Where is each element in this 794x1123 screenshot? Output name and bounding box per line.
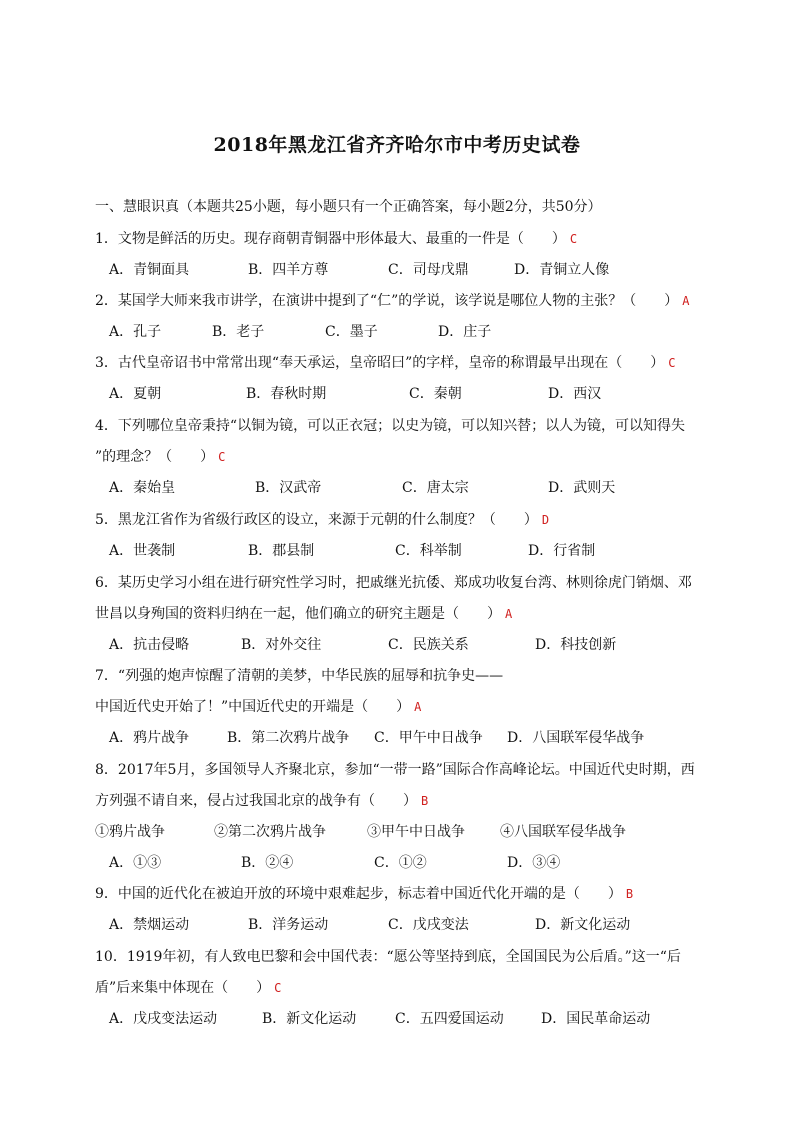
q9-option-b: B．洋务运动 xyxy=(248,917,329,933)
question-6-line-2: 世昌以身殉国的资料归纳在一起，他们确立的研究主题是（ ） A xyxy=(95,606,513,622)
q9-option-d: D．新文化运动 xyxy=(535,917,631,933)
q1-option-a: A．青铜面具 xyxy=(109,262,190,278)
question-7-line-2: 中国近代史开始了！”中国近代史的开端是（ ） A xyxy=(95,699,422,715)
question-7-line-1: 7．“列强的炮声惊醒了清朝的美梦，中华民族的屈辱和抗争史—— xyxy=(95,668,504,684)
q2-option-d: D．庄子 xyxy=(438,324,492,340)
question-5: 5．黑龙江省作为省级行政区的设立，来源于元朝的什么制度？（ ） D xyxy=(95,512,550,528)
q1-option-d: D．青铜立人像 xyxy=(514,262,610,278)
q8-item-4: ④八国联军侵华战争 xyxy=(500,824,626,840)
answer-1: C xyxy=(569,232,578,246)
q7-option-c: C．甲午中日战争 xyxy=(374,730,483,746)
q6-option-b: B．对外交往 xyxy=(241,637,322,653)
q8-item-2: ②第二次鸦片战争 xyxy=(214,824,326,840)
answer-3: C xyxy=(668,356,676,370)
answer-9: B xyxy=(625,887,634,901)
q8-option-a: A．①③ xyxy=(109,855,162,871)
q7-option-b: B．第二次鸦片战争 xyxy=(227,730,350,746)
q2-option-b: B．老子 xyxy=(212,324,265,340)
question-3: 3．古代皇帝诏书中常常出现“奉天承运，皇帝昭曰”的字样，皇帝的称谓最早出现在（ ） C xyxy=(95,355,676,371)
answer-8: B xyxy=(421,794,429,808)
q10-option-c: C．五四爱国运动 xyxy=(395,1011,504,1027)
q8-option-b: B．②④ xyxy=(241,855,294,871)
q9-option-a: A．禁烟运动 xyxy=(109,917,190,933)
question-4-line-2: ”的理念？（ ） C xyxy=(95,449,226,465)
q7-option-a: A．鸦片战争 xyxy=(109,730,190,746)
question-2: 2．某国学大师来我市讲学，在演讲中提到了“仁”的学说，该学说是哪位人物的主张？（ ） A xyxy=(95,293,690,309)
q10-option-b: B．新文化运动 xyxy=(262,1011,357,1027)
q7-option-d: D．八国联军侵华战争 xyxy=(507,730,645,746)
question-1: 1．文物是鲜活的历史。现存商朝青铜器中形体最大、最重的一件是（ ） C xyxy=(95,231,578,247)
q10-option-a: A．戊戌变法运动 xyxy=(109,1011,218,1027)
page-title: 2018年黑龙江省齐齐哈尔市中考历史试卷 xyxy=(213,134,581,156)
answer-6: A xyxy=(505,607,513,621)
question-8-line-2: 方列强不请自来，侵占过我国北京的战争有（ ） B xyxy=(95,793,429,809)
section-heading: 一、慧眼识真（本题共25小题，每小题只有一个正确答案，每小题2分，共50分） xyxy=(95,199,602,215)
q2-option-a: A．孔子 xyxy=(109,324,162,340)
answer-2: A xyxy=(682,294,690,308)
q4-option-d: D．武则天 xyxy=(548,480,616,496)
question-4-line-1: 4．下列哪位皇帝秉持“以铜为镜，可以正衣冠；以史为镜，可以知兴替；以人为镜，可以知得失 xyxy=(95,418,686,434)
answer-5: D xyxy=(541,513,550,527)
q4-option-c: C．唐太宗 xyxy=(402,480,469,496)
q6-option-d: D．科技创新 xyxy=(535,637,617,653)
q4-option-a: A．秦始皇 xyxy=(109,480,176,496)
q9-option-c: C．戊戌变法 xyxy=(388,917,469,933)
q2-option-c: C．墨子 xyxy=(325,324,378,340)
question-8-line-1: 8．2017年5月，多国领导人齐聚北京，参加“一带一路”国际合作高峰论坛。中国近代史时期，西 xyxy=(95,762,695,778)
q3-option-a: A．夏朝 xyxy=(109,386,162,402)
q5-option-a: A．世袭制 xyxy=(109,543,176,559)
q3-option-d: D．西汉 xyxy=(548,386,602,402)
q3-option-b: B．春秋时期 xyxy=(246,386,327,402)
q5-option-d: D．行省制 xyxy=(528,543,596,559)
answer-10: C xyxy=(274,981,282,995)
q5-option-b: B．郡县制 xyxy=(248,543,315,559)
q8-option-d: D．③④ xyxy=(507,855,561,871)
q8-item-1: ①鸦片战争 xyxy=(95,824,165,840)
q10-option-d: D．国民革命运动 xyxy=(541,1011,651,1027)
question-10-line-1: 10．1919年初，有人致电巴黎和会中国代表：“愿公等坚持到底，全国国民为公后盾。”这一“后 xyxy=(95,949,681,965)
question-9: 9．中国的近代化在被迫开放的环境中艰难起步，标志着中国近代化开端的是（ ） B xyxy=(95,886,634,902)
q4-option-b: B．汉武帝 xyxy=(255,480,322,496)
q1-option-b: B．四羊方尊 xyxy=(248,262,329,278)
q6-option-a: A．抗击侵略 xyxy=(109,637,190,653)
q8-option-c: C．①② xyxy=(374,855,427,871)
answer-7: A xyxy=(414,700,422,714)
answer-4: C xyxy=(218,450,226,464)
q6-option-c: C．民族关系 xyxy=(388,637,469,653)
q3-option-c: C．秦朝 xyxy=(409,386,462,402)
q5-option-c: C．科举制 xyxy=(395,543,462,559)
q8-item-3: ③甲午中日战争 xyxy=(367,824,465,840)
question-10-line-2: 盾”后来集中体现在（ ） C xyxy=(95,980,282,996)
q1-option-c: C．司母戊鼎 xyxy=(388,262,469,278)
question-6-line-1: 6．某历史学习小组在进行研究性学习时，把戚继光抗倭、郑成功收复台湾、林则徐虎门销烟、邓 xyxy=(95,575,692,591)
